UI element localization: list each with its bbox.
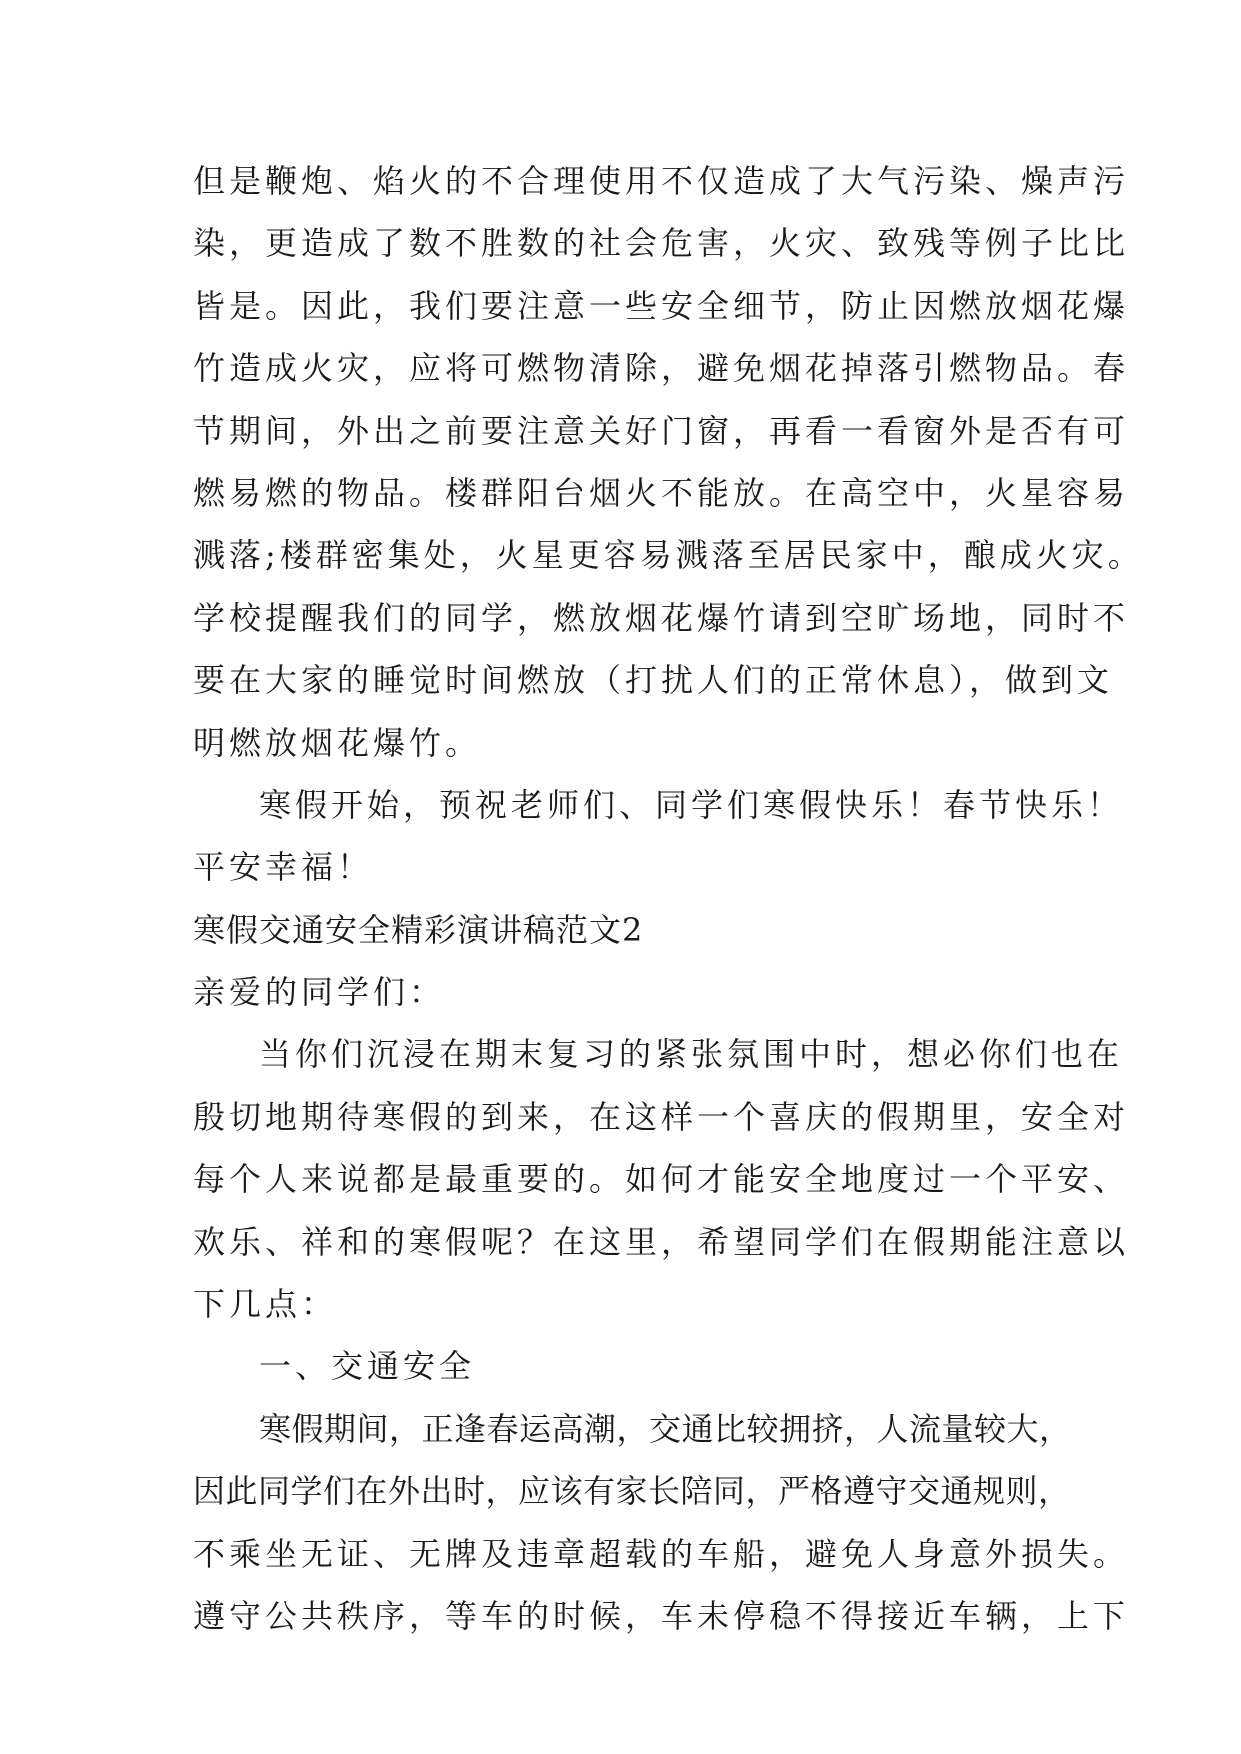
text-line: 要在大家的睡觉时间燃放（打扰人们的正常休息），做到文 — [193, 661, 1114, 700]
text-line: 竹造成火灾，应将可燃物清除，避免烟花掉落引燃物品。春 — [193, 349, 1130, 388]
document-body — [193, 150, 1144, 1647]
text-line: 因此同学们在外出时，应该有家长陪同，严格遵守交通规则， — [193, 1472, 1071, 1511]
salutation: 亲爱的同学们： — [193, 973, 446, 1012]
closing-wishes: 寒假开始，预祝老师们、同学们寒假快乐！春节快乐！ — [259, 785, 1124, 824]
text-line: 染，更造成了数不胜数的社会危害，火灾、致残等例子比比 — [193, 224, 1130, 263]
subheading: 一、交通安全 — [259, 1347, 476, 1386]
text-line: 燃易燃的物品。楼群阳台烟火不能放。在高空中，火星容易 — [193, 473, 1130, 512]
text-line: 节期间，外出之前要注意关好门窗，再看一看窗外是否有可 — [193, 411, 1130, 450]
text-line: 欢乐、祥和的寒假呢？在这里，希望同学们在假期能注意以 — [193, 1222, 1130, 1261]
text-line: 每个人来说都是最重要的。如何才能安全地度过一个平安、 — [193, 1160, 1130, 1199]
text-line: 溅落;楼群密集处，火星更容易溅落至居民家中，酿成火灾。 — [193, 536, 1144, 575]
text-line: 学校提醒我们的同学，燃放烟花爆竹请到空旷场地，同时不 — [193, 598, 1130, 637]
text-line: 遵守公共秩序，等车的时候，车未停稳不得接近车辆，上下 — [193, 1596, 1130, 1635]
text-line: 下几点： — [193, 1285, 338, 1324]
text-line: 但是鞭炮、焰火的不合理使用不仅造成了大气污染、燥声污 — [193, 162, 1130, 200]
text-line: 不乘坐无证、无牌及违章超载的车船，避免人身意外损失。 — [193, 1534, 1130, 1573]
text-line: 平安幸福！ — [193, 848, 374, 887]
text-line: 明燃放烟花爆竹。 — [193, 723, 482, 762]
section-title: 寒假交通安全精彩演讲稿范文2 — [193, 910, 644, 949]
text-line: 皆是。因此，我们要注意一些安全细节，防止因燃放烟花爆 — [193, 286, 1130, 325]
paragraph-start: 当你们沉浸在期末复习的紧张氛围中时，想必你们也在 — [259, 1035, 1124, 1074]
paragraph-start: 寒假期间，正逢春运高潮，交通比较拥挤，人流量较大， — [259, 1409, 1072, 1448]
text-line: 殷切地期待寒假的到来，在这样一个喜庆的假期里，安全对 — [193, 1097, 1130, 1136]
